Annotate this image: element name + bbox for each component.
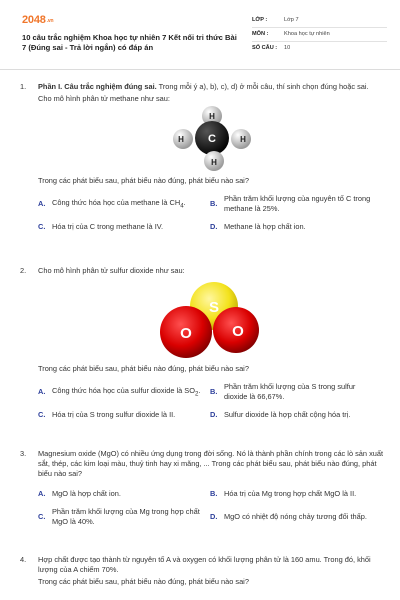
question-intro: Cho mô hình phân tử methane như sau: [38,93,170,103]
option-d[interactable] [210,408,382,422]
option-letter: A. [38,488,46,498]
option-letter: D. [210,221,218,231]
meta-label: MÔN : [252,30,269,37]
atom-label-c: C [207,132,216,145]
part-title: Phần I. Câu trắc nghiệm đúng sai. [38,82,157,91]
option-c[interactable] [38,507,210,527]
option-text: MgO là hợp chất ion. [52,488,121,498]
option-c[interactable] [38,408,210,422]
methane-molecule-image [167,106,257,172]
option-a[interactable] [38,382,210,402]
option-text: Phần trăm khối lượng của S trong sulfur dioxide là 66,67%. [224,381,356,401]
option-letter: D. [210,511,218,521]
option-b[interactable] [210,194,382,214]
question-number: 1. [20,82,27,91]
atom-label-h: H [210,157,217,167]
option-d[interactable] [210,220,382,234]
meta-value: 10 [284,45,291,52]
option-text: Phần trăm khối lượng của Mg trong hợp chất MgO là 40%. [52,506,200,526]
sulfur-dioxide-molecule-image [158,280,266,360]
meta-label: SỐ CÂU : [252,45,278,52]
option-letter: C. [38,511,46,521]
option-letter: A. [38,386,46,396]
meta-label: LỚP : [252,16,268,23]
option-letter: C. [38,221,46,231]
question-number: 3. [20,449,27,458]
meta-value: Khoa học tự nhiên [284,30,330,37]
option-a[interactable] [38,487,210,501]
atom-label-s: S [208,298,219,316]
option-text: Hóa trị của Mg trong hợp chất MgO là II. [224,488,357,498]
option-letter: D. [210,409,218,419]
part-rest: Trong mỗi ý a), b), c), d) ở mỗi câu, thí sinh chọn đúng hoặc sai. [158,82,369,91]
atom-label-o: O [179,324,192,342]
meta-class-row [252,14,387,28]
option-letter: B. [210,198,218,208]
question-3 [20,449,385,527]
logo-sub: .vn [46,18,54,24]
meta-subject-row [252,28,387,42]
option-letter: A. [38,198,46,208]
question-prompt: Trong các phát biểu sau, phát biểu nào đúng, phát biểu nào sai? [38,363,249,373]
question-intro: Cho mô hình phân tử sulfur dioxide như sau: [38,266,185,275]
option-b[interactable] [210,382,382,402]
logo-main: 2048 [22,14,46,26]
meta-value: Lớp 7 [284,16,299,23]
option-text: Phần trăm khối lượng của nguyên tố C trong methane là 25%. [224,193,371,213]
option-text: Hóa trị của S trong sulfur dioxide là II. [52,409,176,419]
meta-panel [252,14,387,56]
option-letter: B. [210,386,218,396]
header-divider [0,69,400,70]
options-grid [38,194,385,234]
question-intro: Magnesium oxide (MgO) có nhiều ứng dụng trong đời sống. Nó là thành phần chính trong các lò sản xuất sắt, thép, các kim loại màu, thuỷ tinh hay xi măng, ... Trong các phát biểu sau, phát biểu nào đúng, phát biểu nào sai? [38,449,384,478]
options-grid [38,382,385,422]
option-d[interactable] [210,507,382,527]
question-number: 2. [20,266,27,275]
question-intro: Hợp chất được tạo thành từ nguyên tố A và oxygen có khối lượng phân tử là 160 amu. Trong đó, khối lượng của A chiếm 70%. [38,555,371,574]
option-text: Hóa trị của C trong methane là IV. [52,221,164,231]
page-header [0,0,400,68]
question-number: 4. [20,555,27,564]
atom-label-o: O [231,322,244,340]
question-prompt: Trong các phát biểu sau, phát biểu nào đúng, phát biểu nào sai? [38,175,249,185]
question-1 [20,82,385,234]
site-logo[interactable] [22,13,53,28]
atom-label-h: H [208,111,215,121]
option-a[interactable] [38,194,210,214]
question-2 [20,266,385,422]
page-title: 10 câu trắc nghiệm Khoa học tự nhiên 7 Kết nối tri thức Bài 7 (Đúng sai - Trả lời ngắn) có đáp án [22,33,237,53]
atom-label-h: H [239,134,246,144]
options-grid [38,487,385,527]
option-text: Sulfur dioxide là hợp chất cộng hóa trị. [224,409,351,419]
option-letter: B. [210,488,218,498]
question-4 [20,555,385,589]
option-c[interactable] [38,220,210,234]
question-prompt: Trong các phát biểu sau, phát biểu nào đúng, phát biểu nào sai? [38,576,249,586]
option-text: MgO có nhiệt độ nóng chảy tương đối thấp. [224,511,367,521]
part-instructions [38,82,385,92]
option-text: Công thức hóa học của sulfur dioxide là $SO_2$. [52,385,201,398]
atom-label-h: H [177,134,184,144]
option-text: Công thức hóa học của methane là $CH_4$. [52,197,186,209]
option-text: Methane là hợp chất ion. [224,221,306,231]
meta-count-row [252,42,387,56]
option-b[interactable] [210,487,382,501]
option-letter: C. [38,409,46,419]
